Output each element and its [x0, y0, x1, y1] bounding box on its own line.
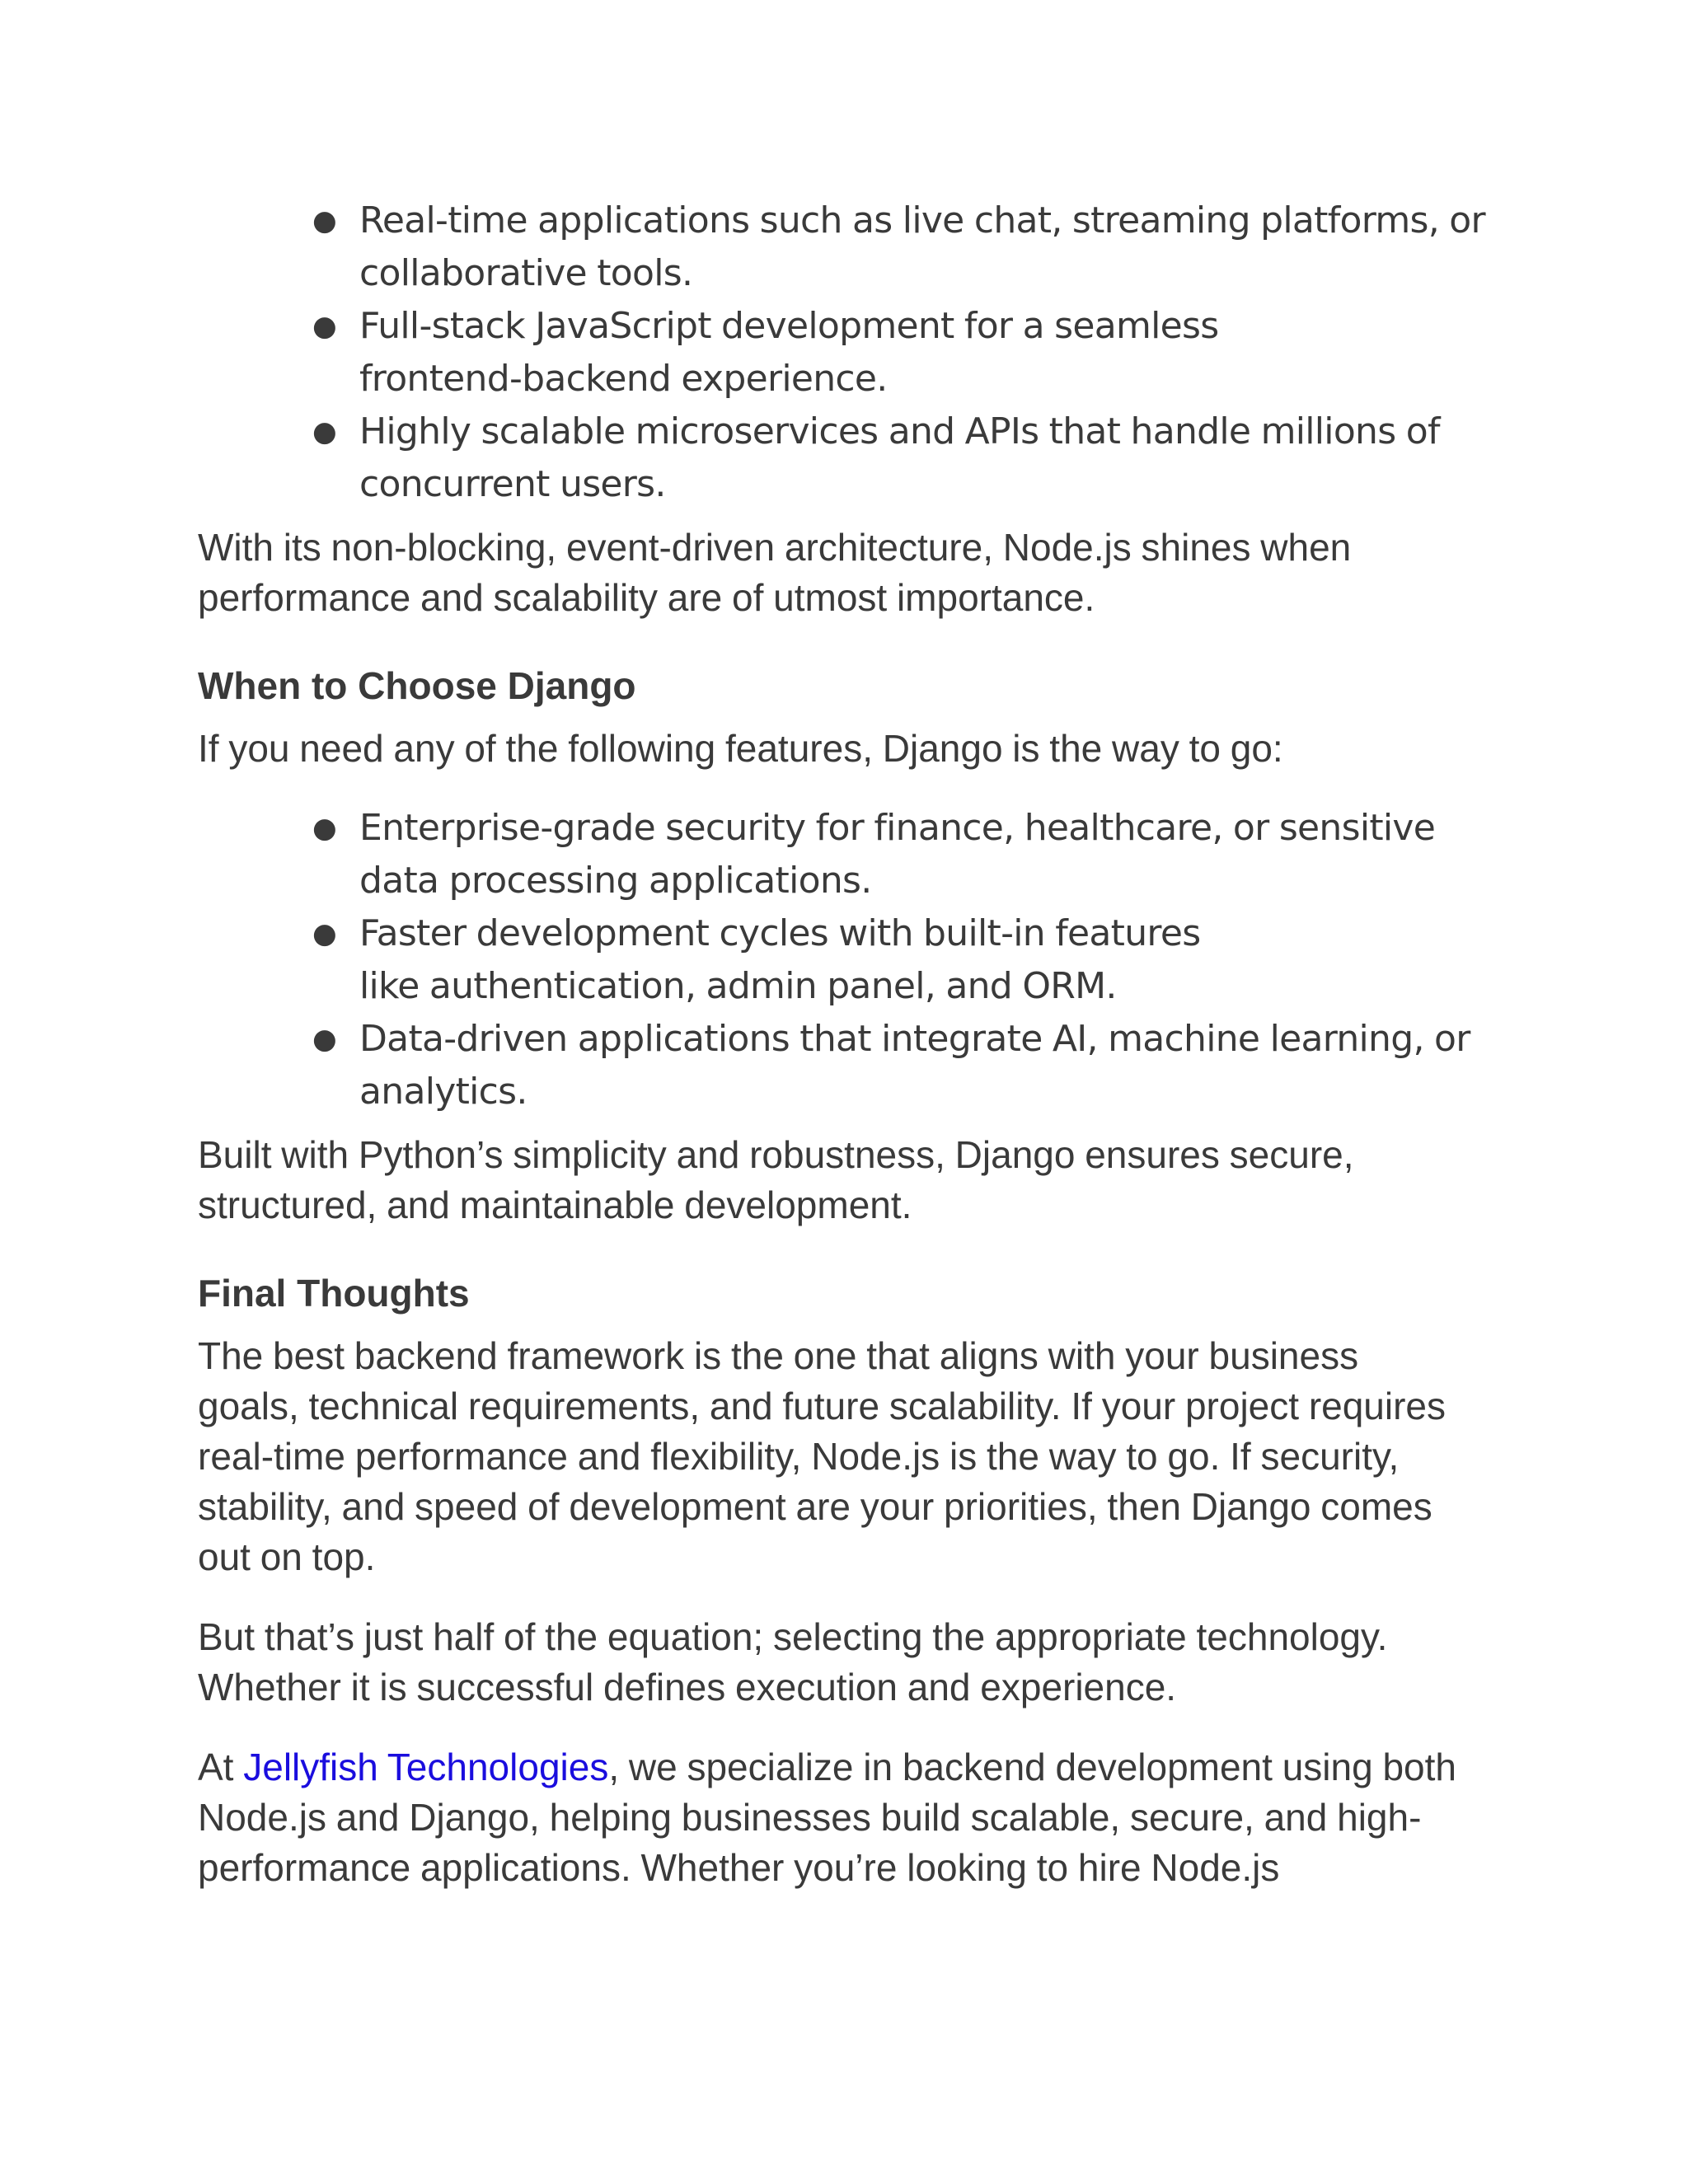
section-heading-django: When to Choose Django: [198, 664, 636, 707]
django-use-cases-list: [198, 802, 1500, 1118]
bullet-icon: ●: [312, 310, 337, 343]
list-item: [312, 194, 1662, 300]
django-intro-paragraph: If you need any of the following features, Django is the way to go:: [198, 727, 1283, 770]
list-item-text: Real-time applications such as live chat, streaming platforms, or collaborative tools.: [359, 199, 1485, 294]
nodejs-summary-paragraph: With its non-blocking, event-driven architecture, Node.js shines when performance and scalability are of utmost importance.: [198, 526, 1352, 619]
company-paragraph-text: , we specialize in backend development using both Node.js and Django, helping businesses build scalable, secure, and high-performance applications. Whether you’re looking to hire Node.js: [198, 1746, 1456, 1889]
list-item-text: Faster development cycles with built-in features like authentication, admin panel, and ORM.: [359, 912, 1201, 1007]
list-item-text: Enterprise-grade security for finance, healthcare, or sensitive data processing applications.: [359, 807, 1436, 902]
company-paragraph-prefix: At: [198, 1746, 244, 1788]
bullet-icon: ●: [312, 415, 337, 448]
list-item: [312, 907, 1500, 1013]
jellyfish-technologies-link[interactable]: Jellyfish Technologies: [243, 1746, 609, 1788]
bullet-icon: ●: [312, 812, 337, 845]
equation-paragraph: But that’s just half of the equation; selecting the appropriate technology. Whether it is successful defines execution and experience.: [198, 1615, 1388, 1708]
list-item: [312, 1013, 1500, 1118]
bullet-icon: ●: [312, 204, 337, 237]
django-summary-paragraph: Built with Python’s simplicity and robustness, Django ensures secure, structured, and maintainable development.: [198, 1133, 1354, 1226]
list-item-text: Data-driven applications that integrate AI, machine learning, or analytics.: [359, 1018, 1470, 1113]
list-item: [312, 300, 1500, 405]
company-paragraph: [198, 1742, 1517, 1893]
list-item-text: Highly scalable microservices and APIs that handle millions of concurrent users.: [359, 410, 1440, 505]
bullet-icon: ●: [312, 917, 337, 950]
list-item: [312, 405, 1500, 511]
nodejs-use-cases-list: [198, 194, 1500, 511]
list-item: [312, 802, 1500, 907]
bullet-icon: ●: [312, 1023, 337, 1056]
section-heading-final-thoughts: Final Thoughts: [198, 1272, 470, 1315]
list-item-text: Full-stack JavaScript development for a seamless frontend-backend experience.: [359, 305, 1219, 400]
document-body: [198, 194, 1500, 1893]
final-thoughts-paragraph: The best backend framework is the one that aligns with your business goals, technical requirements, and future scalability. If your project requires real-time performance and flexibility, Node.js is the way to go. If security, stability, and speed of development are your priorities, then Django comes out on top.: [198, 1334, 1447, 1578]
